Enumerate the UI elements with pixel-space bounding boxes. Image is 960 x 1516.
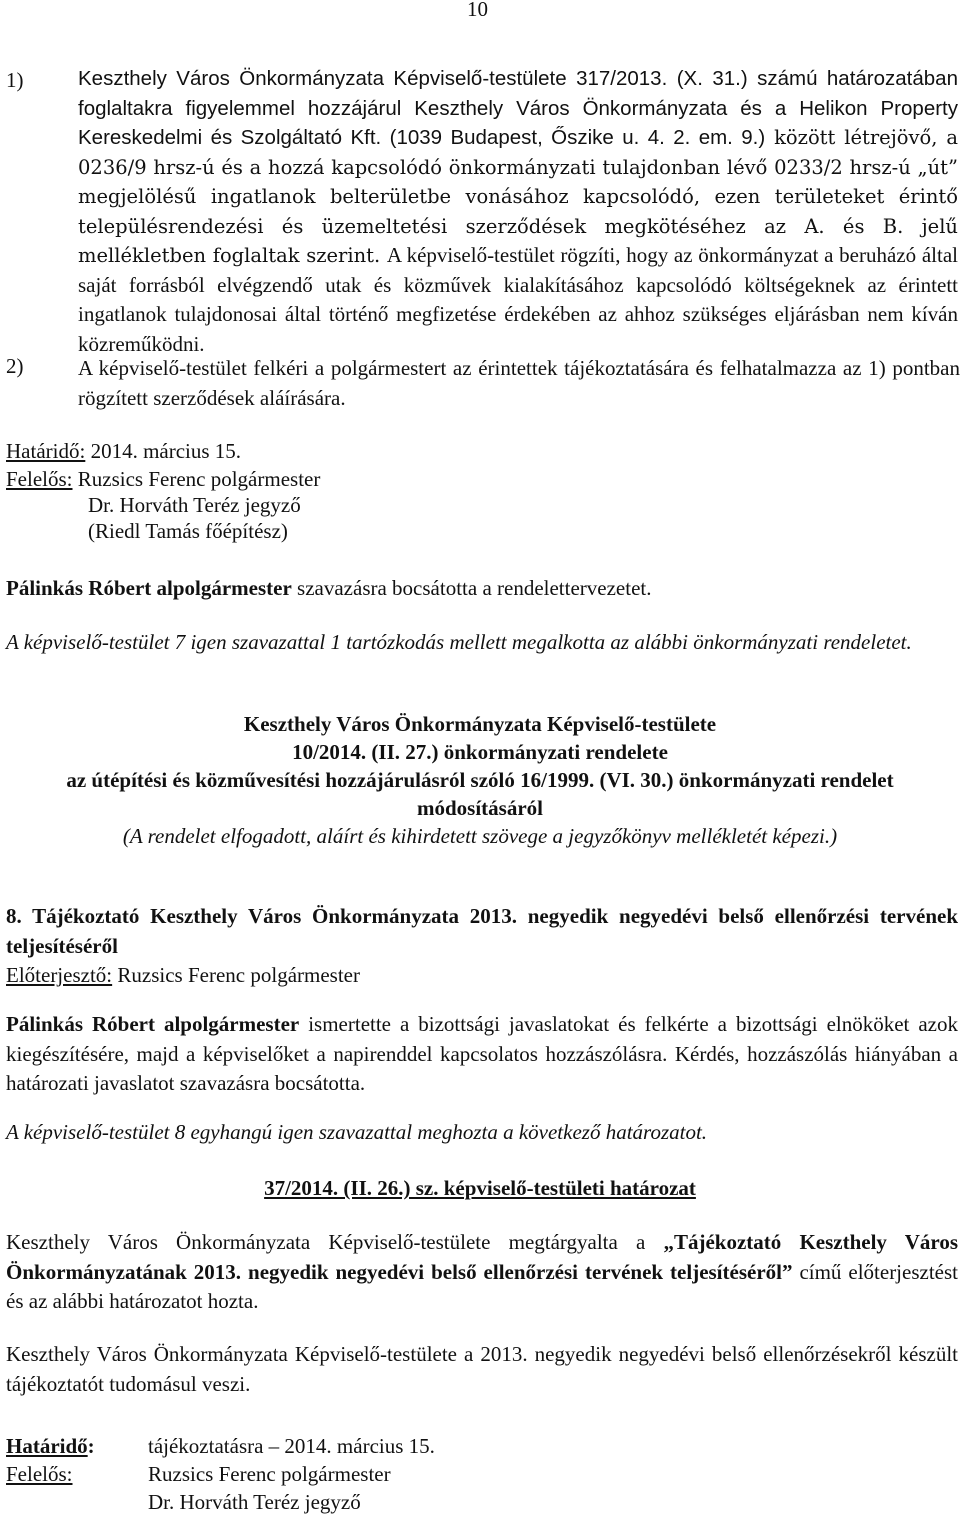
item-1-part-3: A képviselő-testület rögzíti, hogy az önkormányzat a beruházó által saját forrásból elvégzendő utak és közművek kialakításához kapcsolódó költségeknek az érintett ingatlanok tulajdonosai által történő megfizetése érdekében az ahhoz szükséges eljárásban nem kíván közreműködni.	[78, 243, 958, 356]
responsible-block-1	[6, 466, 960, 544]
item-number: 1)	[6, 68, 24, 92]
speaker-name: Pálinkás Róbert alpolgármester	[6, 576, 292, 600]
resolution-p1-pre: Keszthely Város Önkormányzata Képviselő-testülete megtárgyalta a	[6, 1230, 664, 1254]
presenter-value: Ruzsics Ferenc polgármester	[112, 963, 360, 987]
resolution-title: 37/2014. (II. 26.) sz. képviselő-testületi határozat	[264, 1176, 696, 1200]
item-number: 2)	[6, 354, 24, 378]
deadline-values-2	[148, 1432, 435, 1516]
resolution-item-1	[0, 64, 960, 359]
item-2-text: A képviselő-testület felkéri a polgármestert az érintettek tájékoztatására és felhatalmazza az 1) pontban rögzített szerződések aláírására.	[78, 356, 960, 410]
deadline-value: tájékoztatásra – 2014. március 15.	[148, 1434, 435, 1458]
deadline-block-1	[6, 436, 960, 466]
discussion-paragraph	[6, 1010, 958, 1099]
responsible-line-2: Dr. Horváth Teréz jegyző	[148, 1490, 361, 1514]
deadline-block-2	[6, 1432, 95, 1488]
resolution-item-2	[0, 354, 960, 413]
item-1-text	[0, 64, 960, 359]
decree-line-1: Keszthely Város Önkormányzata Képviselő-testülete	[243, 712, 717, 736]
presenter-label: Előterjesztő:	[6, 963, 113, 987]
section-8	[6, 902, 958, 989]
deadline-label: Határidő	[6, 1434, 88, 1458]
deadline-colon: :	[87, 1434, 95, 1458]
responsible-line-3: (Riedl Tamás főépítész)	[88, 519, 288, 543]
vote-result-1: A képviselő-testület 7 igen szavazattal 1 tartózkodás mellett megalkotta az alábbi önkormányzati rendeletet.	[6, 630, 912, 654]
vote-intro-text: szavazásra bocsátotta a rendelettervezetet.	[291, 576, 652, 600]
decree-line-4: módosításáról	[417, 796, 543, 820]
decree-block	[0, 710, 960, 850]
decree-line-3: az útépítési és közművesítési hozzájárulásról szóló 16/1999. (VI. 30.) önkormányzati rendelet	[66, 768, 894, 792]
responsible-line-1: Ruzsics Ferenc polgármester	[77, 467, 321, 491]
vote-intro	[6, 576, 960, 601]
responsible-label: Felelős:	[6, 467, 73, 491]
decree-note: (A rendelet elfogadott, aláírt és kihirdetett szövege a jegyzőkönyv mellékletét képezi.)	[122, 824, 838, 848]
responsible-label: Felelős:	[6, 1462, 73, 1486]
item-1-part-1: Keszthely Város Önkormányzata Képviselő-testülete 317/2013. (X. 31.) számú határozatában foglaltakra figyelemmel hozzájárul Keszthely Város Önkormányzata és a Helikon Property Kereskedelmi és Szolgáltató Kft. (1039 Budapest, Őszike u. 4. 2. em. 9.)	[78, 67, 958, 149]
responsible-line-2: Dr. Horváth Teréz jegyző	[88, 493, 301, 517]
page-number: 10	[467, 0, 488, 21]
speaker-name: Pálinkás Róbert alpolgármester	[6, 1012, 300, 1036]
vote-result-2: A képviselő-testület 8 egyhangú igen szavazattal meghozta a következő határozatot.	[6, 1120, 708, 1144]
deadline-label: Határidő:	[6, 439, 86, 463]
resolution-p1-post: című előterjesztést és az alábbi határozatot hozta.	[6, 1259, 958, 1313]
item-1-part-2: között létrejövő, a 0236/9 hrsz-ú és a hozzá kapcsolódó önkormányzati tulajdonban lévő 0233/2 hrsz-ú „út” megjelölésű ingatlanok belterületbe vonásához kapcsolódó, ezen területeket érintő településrendezési és üzemeltetési szerződések megkötéséhez az A. és B. jelű mellékletben foglaltak szerint.	[78, 126, 958, 267]
decree-line-2: 10/2014. (II. 27.) önkormányzati rendelete	[292, 740, 668, 764]
responsible-line-1: Ruzsics Ferenc polgármester	[148, 1462, 391, 1486]
resolution-p1-bold: „Tájékoztató Keszthely Város Önkormányzatának 2013. negyedik negyedévi belső ellenőrzési tervének teljesítéséről”	[6, 1230, 958, 1284]
section-8-presenter	[6, 961, 958, 989]
deadline-value: 2014. március 15.	[90, 439, 242, 463]
section-8-title: 8. Tájékoztató Keszthely Város Önkormányzata 2013. negyedik negyedévi belső ellenőrzési tervének teljesítéséről	[6, 904, 958, 958]
resolution-paragraph-1	[6, 1228, 958, 1317]
discussion-text: ismertette a bizottsági javaslatokat és felkérte a bizottsági elnököket azok kiegészítésére, majd a képviselőket a napirenddel kapcsolatos hozzászólásra. Kérdés, hozzászólás hiányában a határozati javaslatot szavazásra bocsátotta.	[6, 1012, 958, 1095]
resolution-paragraph-2: Keszthely Város Önkormányzata Képviselő-testülete a 2013. negyedik negyedévi belső ellenőrzésekről készült tájékoztatót tudomásul veszi.	[6, 1342, 958, 1396]
